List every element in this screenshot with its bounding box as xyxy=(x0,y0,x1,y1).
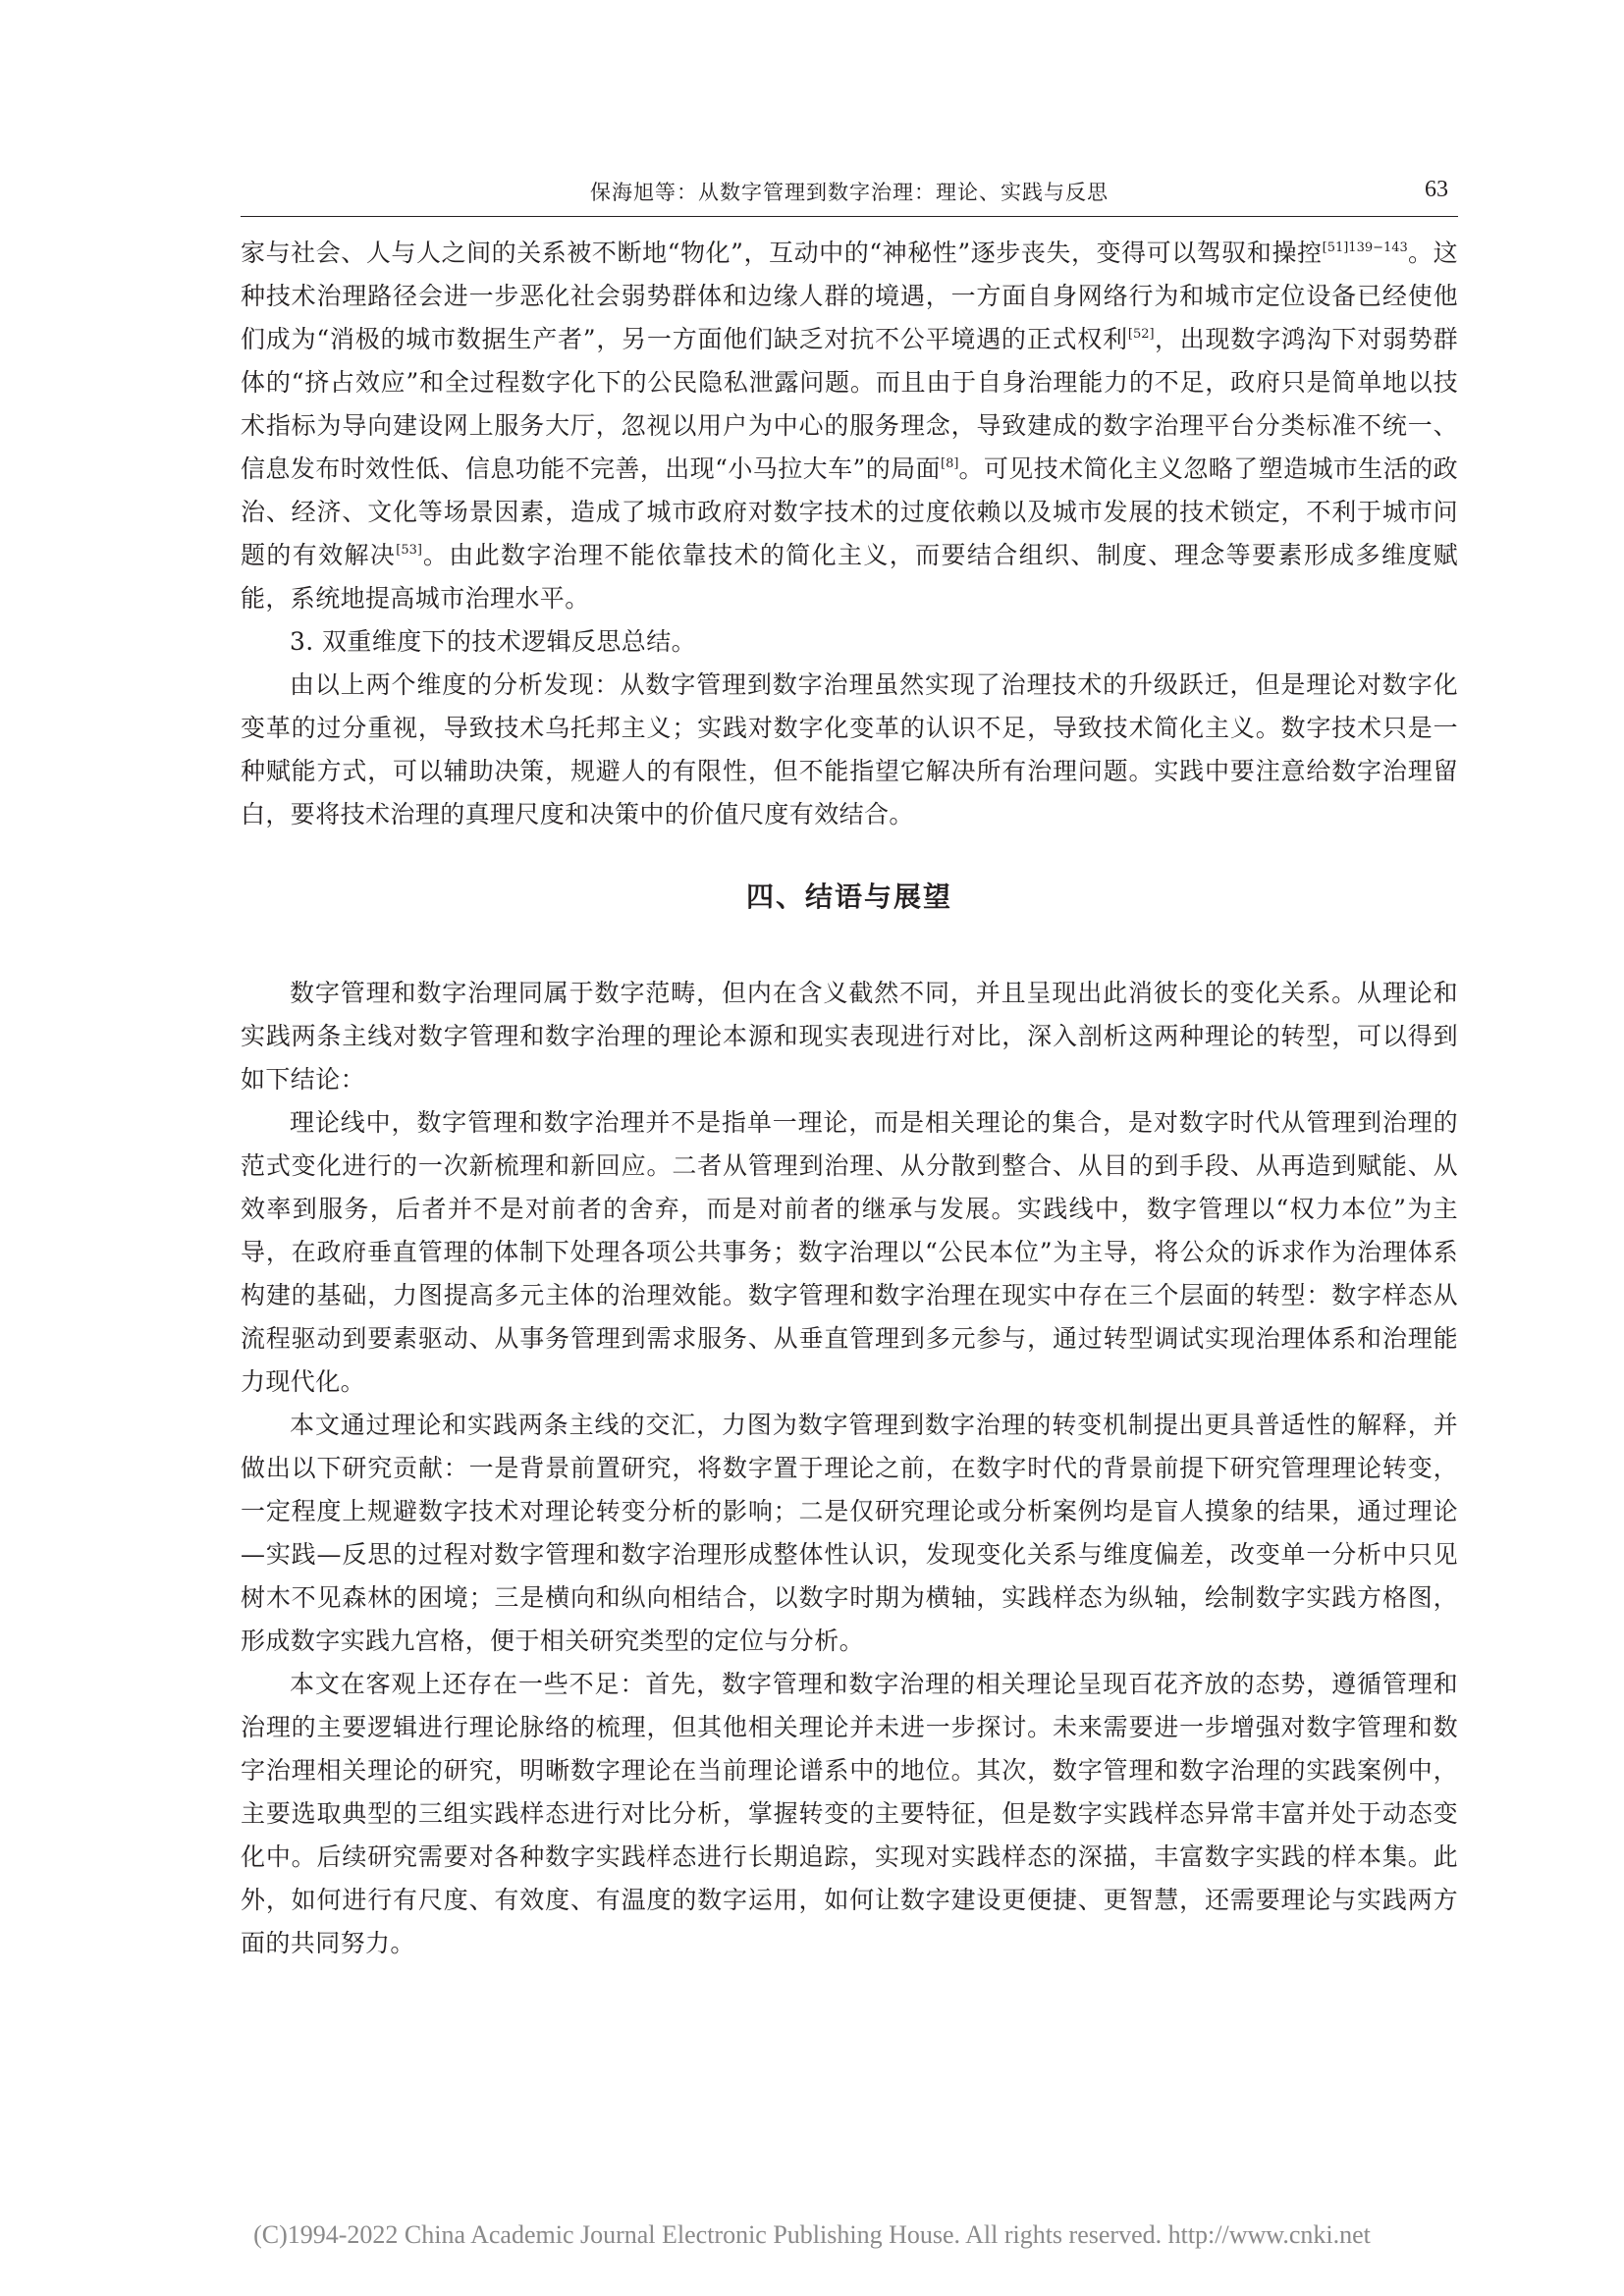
citation-ref: [8] xyxy=(941,456,959,471)
page-header xyxy=(241,171,1458,214)
paragraph: 理论线中，数字管理和数字治理并不是指单一理论，而是相关理论的集合，是对数字时代从管理到治理的范式变化进行的一次新梳理和新回应。二者从管理到治理、从分散到整合、从目的到手段、从再造到赋能、从效率到服务，后者并不是对前者的舍弃，而是对前者的继承与发展。实践线中，数字管理以“权力本位”为主导，在政府垂直管理的体制下处理各项公共事务；数字治理以“公民本位”为主导，将公众的诉求作为治理体系构建的基础，力图提高多元主体的治理效能。数字管理和数字治理在现实中存在三个层面的转型：数字样态从流程驱动到要素驱动、从事务管理到需求服务、从垂直管理到多元参与，通过转型调试实现治理体系和治理能力现代化。 xyxy=(241,1108,1458,1396)
paragraph-text: ，出现数字鸿沟下对弱势群体的“挤占效应”和全过程数字化下的公民隐私泄露问题。而且由于自身治理能力的不足，政府只是简单地以技术指标为导向建设网上服务大厅，忽视以用户为中心的服务理念，导致建成的数字治理平台分类标准不统一、信息发布时效性低、信息功能不完善，出现“小马拉大车”的局面 xyxy=(241,325,1458,483)
citation-ref: [51]139−143 xyxy=(1322,240,1408,255)
paragraph-text: 家与社会、人与人之间的关系被不断地“物化”，互动中的“神秘性”逐步丧失，变得可以驾驭和操控 xyxy=(241,239,1323,267)
article-body xyxy=(241,232,1458,1965)
copyright-footer: (C)1994-2022 China Academic Journal Electronic Publishing House. All rights reserved. http://www.cnki.net xyxy=(253,2220,1371,2249)
paragraph: 数字管理和数字治理同属于数字范畴，但内在含义截然不同，并且呈现出此消彼长的变化关系。从理论和实践两条主线对数字管理和数字治理的理论本源和现实表现进行对比，深入剖析这两种理论的转型，可以得到如下结论： xyxy=(241,979,1458,1094)
paragraph: 由以上两个维度的分析发现：从数字管理到数字治理虽然实现了治理技术的升级跃迁，但是理论对数字化变革的过分重视，导致技术乌托邦主义；实践对数字化变革的认识不足，导致技术简化主义。数字技术只是一种赋能方式，可以辅助决策，规避人的有限性，但不能指望它解决所有治理问题。实践中要注意给数字治理留白，要将技术治理的真理尺度和决策中的价值尺度有效结合。 xyxy=(241,670,1458,828)
section-heading: 四、结语与展望 xyxy=(745,881,952,913)
header-rule xyxy=(241,216,1458,217)
citation-ref: [52] xyxy=(1127,327,1155,342)
paragraph-text: 。这种技术治理路径会进一步恶化社会弱势群体和边缘人群的境遇，一方面自身网络行为和城市定位设备已经使他们成为“消极的城市数据生产者”，另一方面他们缺乏对抗不公平境遇的正式权利 xyxy=(241,239,1458,353)
paragraph-text: 。由此数字治理不能依靠技术的简化主义，而要结合组织、制度、理念等要素形成多维度赋能，系统地提高城市治理水平。 xyxy=(241,541,1458,613)
paragraph: 本文在客观上还存在一些不足：首先，数字管理和数字治理的相关理论呈现百花齐放的态势，遵循管理和治理的主要逻辑进行理论脉络的梳理，但其他相关理论并未进一步探讨。未来需要进一步增强对数字管理和数字治理相关理论的研究，明晰数字理论在当前理论谱系中的地位。其次，数字管理和数字治理的实践案例中，主要选取典型的三组实践样态进行对比分析，掌握转变的主要特征，但是数字实践样态异常丰富并处于动态变化中。后续研究需要对各种数字实践样态进行长期追踪，实现对实践样态的深描，丰富数字实践的样本集。此外，如何进行有尺度、有效度、有温度的数字运用，如何让数字建设更便捷、更智慧，还需要理论与实践两方面的共同努力。 xyxy=(241,1670,1458,1957)
paragraph-text: 。可见技术简化主义忽略了塑造城市生活的政治、经济、文化等场景因素，造成了城市政府对数字技术的过度依赖以及城市发展的技术锁定，不利于城市问题的有效解决 xyxy=(241,454,1458,569)
subheading-paragraph: 3. 双重维度下的技术逻辑反思总结。 xyxy=(290,627,697,656)
running-title: 保海旭等：从数字管理到数字治理：理论、实践与反思 xyxy=(590,181,1109,204)
paragraph: 本文通过理论和实践两条主线的交汇，力图为数字管理到数字治理的转变机制提出更具普适性的解释，并做出以下研究贡献：一是背景前置研究，将数字置于理论之前，在数字时代的背景前提下研究管理理论转变，一定程度上规避数字技术对理论转变分析的影响；二是仅研究理论或分析案例均是盲人摸象的结果，通过理论—实践—反思的过程对数字管理和数字治理形成整体性认识，发现变化关系与维度偏差，改变单一分析中只见树木不见森林的困境；三是横向和纵向相结合，以数字时期为横轴，实践样态为纵轴，绘制数字实践方格图，形成数字实践九宫格，便于相关研究类型的定位与分析。 xyxy=(241,1411,1458,1655)
page-number: 63 xyxy=(1425,177,1448,202)
citation-ref: [53] xyxy=(396,543,422,558)
paragraph-continued xyxy=(241,232,1458,620)
